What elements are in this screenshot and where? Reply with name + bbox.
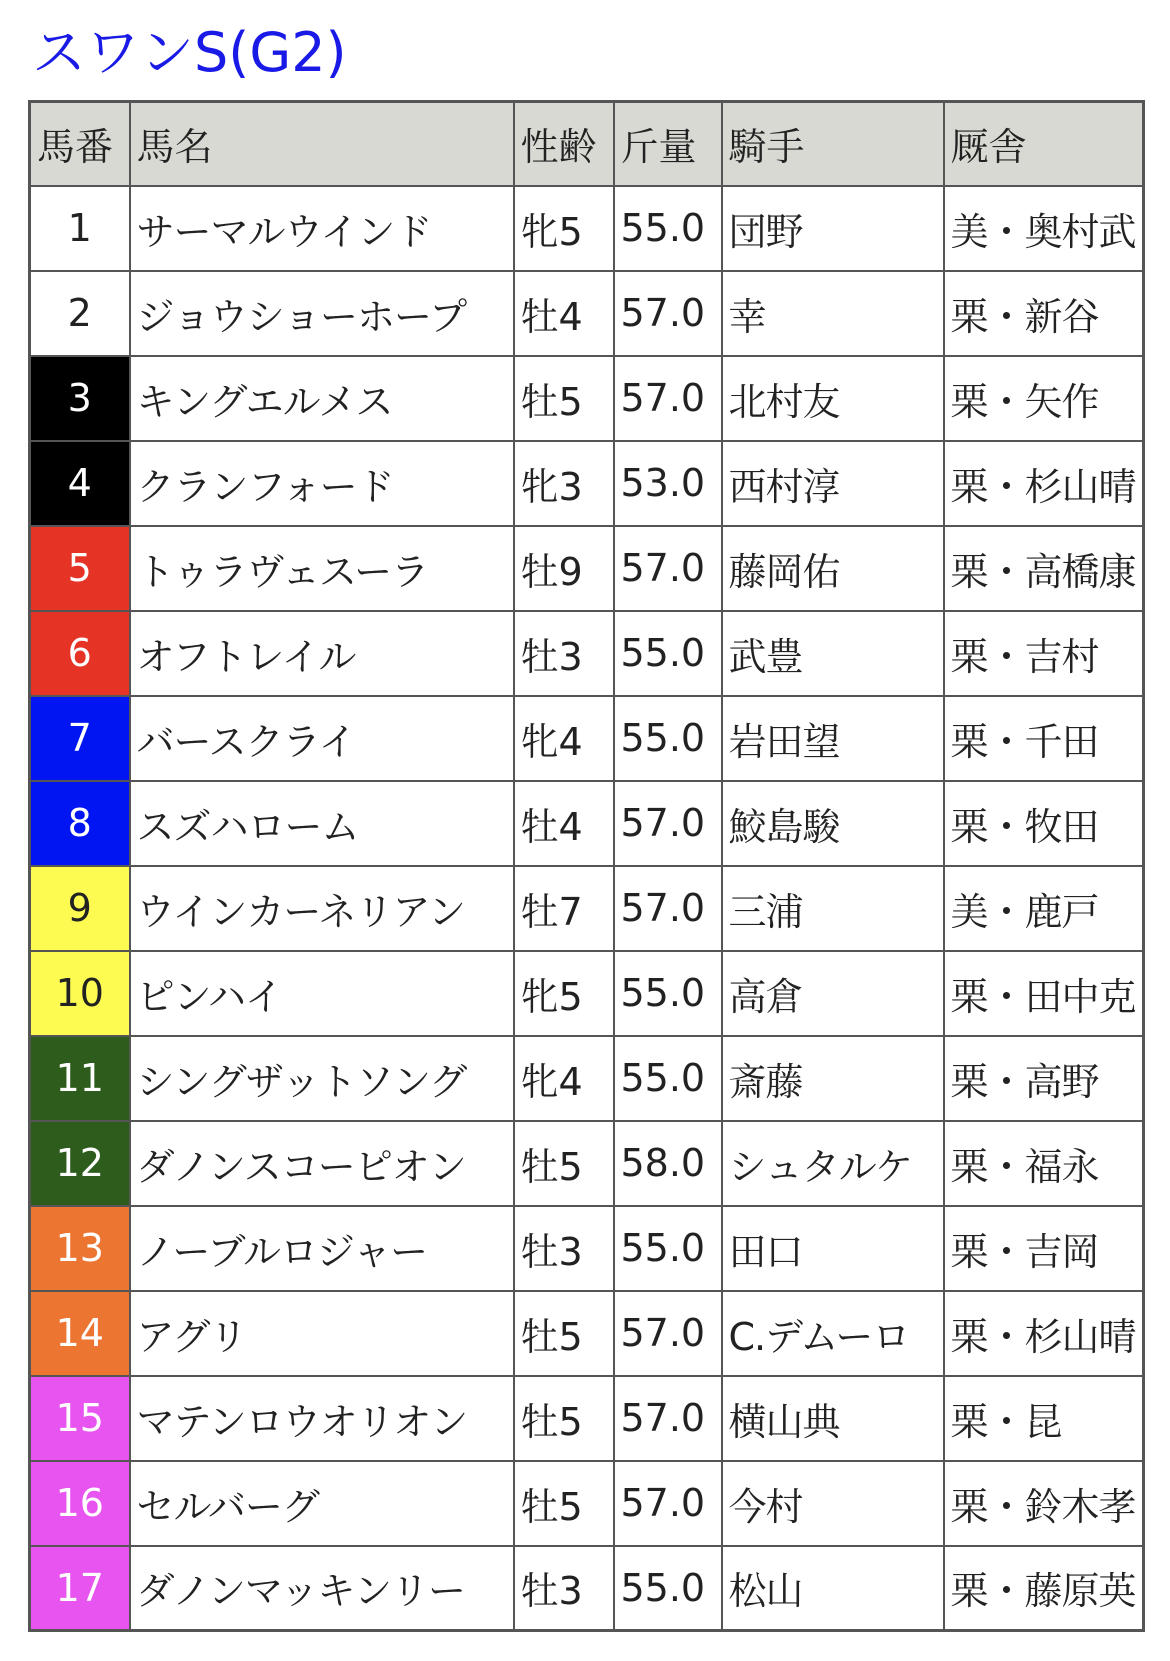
- stable-cell: 美・鹿戸: [944, 866, 1144, 951]
- table-row: [30, 441, 1144, 526]
- stable-cell: 栗・高橋康: [944, 526, 1144, 611]
- jockey-cell: 藤岡佑: [722, 526, 944, 611]
- sex-age-cell: 牝3: [514, 441, 614, 526]
- header-stable: 厩舎: [944, 102, 1144, 186]
- table-row: [30, 866, 1144, 951]
- sex-age-cell: 牝5: [514, 186, 614, 271]
- jockey-cell: 横山典: [722, 1376, 944, 1461]
- table-header-row: [30, 102, 1144, 186]
- jockey-cell: 三浦: [722, 866, 944, 951]
- sex-age-cell: 牡5: [514, 1376, 614, 1461]
- horse-number-cell: 7: [30, 696, 130, 781]
- jockey-cell: 今村: [722, 1461, 944, 1546]
- entries-body: [30, 186, 1144, 1631]
- horse-number-cell: 6: [30, 611, 130, 696]
- horse-name-cell: ダノンマッキンリー: [130, 1546, 514, 1631]
- stable-cell: 美・奥村武: [944, 186, 1144, 271]
- jockey-cell: 幸: [722, 271, 944, 356]
- jockey-cell: 田口: [722, 1206, 944, 1291]
- jockey-cell: 武豊: [722, 611, 944, 696]
- table-row: [30, 611, 1144, 696]
- table-row: [30, 1546, 1144, 1631]
- horse-number-cell: 10: [30, 951, 130, 1036]
- sex-age-cell: 牝5: [514, 951, 614, 1036]
- jockey-cell: 高倉: [722, 951, 944, 1036]
- table-row: [30, 1036, 1144, 1121]
- stable-cell: 栗・矢作: [944, 356, 1144, 441]
- sex-age-cell: 牡5: [514, 1461, 614, 1546]
- weight-cell: 57.0: [614, 781, 722, 866]
- weight-cell: 55.0: [614, 1036, 722, 1121]
- table-row: [30, 1376, 1144, 1461]
- weight-cell: 57.0: [614, 1461, 722, 1546]
- weight-cell: 55.0: [614, 1546, 722, 1631]
- horse-name-cell: オフトレイル: [130, 611, 514, 696]
- header-jockey: 騎手: [722, 102, 944, 186]
- horse-name-cell: バースクライ: [130, 696, 514, 781]
- weight-cell: 57.0: [614, 271, 722, 356]
- horse-name-cell: ノーブルロジャー: [130, 1206, 514, 1291]
- header-sex-age: 性齢: [514, 102, 614, 186]
- stable-cell: 栗・杉山晴: [944, 1291, 1144, 1376]
- weight-cell: 55.0: [614, 951, 722, 1036]
- weight-cell: 57.0: [614, 1376, 722, 1461]
- stable-cell: 栗・吉村: [944, 611, 1144, 696]
- weight-cell: 57.0: [614, 526, 722, 611]
- table-row: [30, 1461, 1144, 1546]
- horse-number-cell: 1: [30, 186, 130, 271]
- weight-cell: 53.0: [614, 441, 722, 526]
- stable-cell: 栗・吉岡: [944, 1206, 1144, 1291]
- horse-name-cell: アグリ: [130, 1291, 514, 1376]
- header-weight: 斤量: [614, 102, 722, 186]
- stable-cell: 栗・高野: [944, 1036, 1144, 1121]
- horse-number-cell: 5: [30, 526, 130, 611]
- table-row: [30, 1206, 1144, 1291]
- table-row: [30, 526, 1144, 611]
- weight-cell: 55.0: [614, 1206, 722, 1291]
- weight-cell: 55.0: [614, 186, 722, 271]
- jockey-cell: 西村淳: [722, 441, 944, 526]
- weight-cell: 57.0: [614, 1291, 722, 1376]
- weight-cell: 58.0: [614, 1121, 722, 1206]
- horse-number-cell: 15: [30, 1376, 130, 1461]
- horse-name-cell: トゥラヴェスーラ: [130, 526, 514, 611]
- jockey-cell: 鮫島駿: [722, 781, 944, 866]
- horse-number-cell: 13: [30, 1206, 130, 1291]
- weight-cell: 55.0: [614, 611, 722, 696]
- stable-cell: 栗・新谷: [944, 271, 1144, 356]
- header-num: 馬番: [30, 102, 130, 186]
- table-row: [30, 951, 1144, 1036]
- horse-name-cell: ジョウショーホープ: [130, 271, 514, 356]
- table-row: [30, 186, 1144, 271]
- stable-cell: 栗・福永: [944, 1121, 1144, 1206]
- horse-number-cell: 3: [30, 356, 130, 441]
- sex-age-cell: 牡9: [514, 526, 614, 611]
- weight-cell: 57.0: [614, 866, 722, 951]
- weight-cell: 57.0: [614, 356, 722, 441]
- page-title: スワンS(G2): [32, 21, 347, 84]
- table-row: [30, 781, 1144, 866]
- table-row: [30, 696, 1144, 781]
- horse-number-cell: 11: [30, 1036, 130, 1121]
- sex-age-cell: 牝4: [514, 696, 614, 781]
- horse-name-cell: ダノンスコーピオン: [130, 1121, 514, 1206]
- sex-age-cell: 牡3: [514, 1206, 614, 1291]
- horse-number-cell: 9: [30, 866, 130, 951]
- horse-name-cell: ピンハイ: [130, 951, 514, 1036]
- sex-age-cell: 牡5: [514, 1291, 614, 1376]
- horse-name-cell: キングエルメス: [130, 356, 514, 441]
- jockey-cell: 北村友: [722, 356, 944, 441]
- horse-name-cell: マテンロウオリオン: [130, 1376, 514, 1461]
- sex-age-cell: 牡4: [514, 271, 614, 356]
- weight-cell: 55.0: [614, 696, 722, 781]
- horse-number-cell: 16: [30, 1461, 130, 1546]
- horse-name-cell: ウインカーネリアン: [130, 866, 514, 951]
- jockey-cell: 松山: [722, 1546, 944, 1631]
- jockey-cell: C.デムーロ: [722, 1291, 944, 1376]
- table-row: [30, 356, 1144, 441]
- horse-number-cell: 8: [30, 781, 130, 866]
- jockey-cell: シュタルケ: [722, 1121, 944, 1206]
- table-row: [30, 1291, 1144, 1376]
- table-row: [30, 271, 1144, 356]
- stable-cell: 栗・千田: [944, 696, 1144, 781]
- horse-number-cell: 2: [30, 271, 130, 356]
- horse-number-cell: 14: [30, 1291, 130, 1376]
- horse-number-cell: 12: [30, 1121, 130, 1206]
- jockey-cell: 団野: [722, 186, 944, 271]
- horse-name-cell: クランフォード: [130, 441, 514, 526]
- jockey-cell: 斎藤: [722, 1036, 944, 1121]
- horse-name-cell: セルバーグ: [130, 1461, 514, 1546]
- table-row: [30, 1121, 1144, 1206]
- header-name: 馬名: [130, 102, 514, 186]
- stable-cell: 栗・杉山晴: [944, 441, 1144, 526]
- sex-age-cell: 牡5: [514, 1121, 614, 1206]
- stable-cell: 栗・牧田: [944, 781, 1144, 866]
- jockey-cell: 岩田望: [722, 696, 944, 781]
- horse-name-cell: シングザットソング: [130, 1036, 514, 1121]
- stable-cell: 栗・鈴木孝: [944, 1461, 1144, 1546]
- horse-name-cell: サーマルウインド: [130, 186, 514, 271]
- horse-name-cell: スズハローム: [130, 781, 514, 866]
- entries-table: [28, 100, 1145, 1632]
- sex-age-cell: 牡7: [514, 866, 614, 951]
- sex-age-cell: 牡4: [514, 781, 614, 866]
- stable-cell: 栗・昆: [944, 1376, 1144, 1461]
- horse-number-cell: 4: [30, 441, 130, 526]
- sex-age-cell: 牡5: [514, 356, 614, 441]
- stable-cell: 栗・田中克: [944, 951, 1144, 1036]
- sex-age-cell: 牝4: [514, 1036, 614, 1121]
- horse-number-cell: 17: [30, 1546, 130, 1631]
- sex-age-cell: 牡3: [514, 611, 614, 696]
- sex-age-cell: 牡3: [514, 1546, 614, 1631]
- stable-cell: 栗・藤原英: [944, 1546, 1144, 1631]
